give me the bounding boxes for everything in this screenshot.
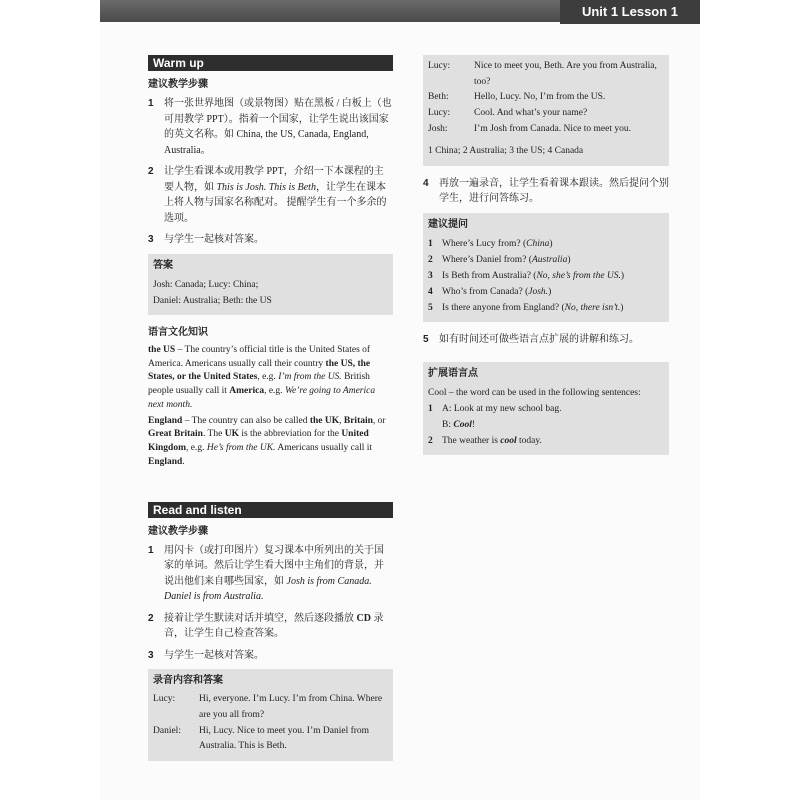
term: England: [148, 456, 183, 467]
read-listen-steps-heading: 建议教学步骤: [148, 525, 208, 537]
expand-item-1: [428, 401, 664, 433]
step-number: 5: [423, 334, 429, 346]
expand-item-2: [428, 433, 664, 449]
speaker: Daniel:: [153, 725, 181, 736]
question-number: 5: [428, 303, 433, 314]
transcript-box-right: [423, 55, 669, 166]
text: , e.g.: [264, 386, 285, 397]
item-number: 1: [428, 403, 433, 414]
a: No, she’s from the US.: [536, 270, 621, 281]
step-text-part: 接着让学生默读对话并填空，然后逐段播放: [164, 612, 357, 624]
read-listen-step-3: [148, 648, 393, 664]
line: I’m Josh from Canada. Nice to meet you.: [474, 123, 631, 134]
b-em: Cool: [453, 419, 472, 430]
a: Josh.: [528, 286, 549, 297]
culture-heading: 语言文化知识: [148, 326, 208, 338]
text: British people usually call it: [148, 372, 370, 397]
textbook-page: [100, 0, 700, 800]
example: He’s from the UK.: [206, 443, 276, 454]
q: Is Beth from Australia? (: [442, 270, 537, 281]
culture-notes: [148, 325, 393, 470]
item-number: 2: [428, 436, 433, 447]
term: the UK: [309, 415, 340, 426]
text: is the abbreviation for the: [238, 429, 342, 440]
line: Hi, Lucy. Nice to meet you. I’m Daniel from Australia. This is Beth.: [199, 725, 370, 752]
question-item: [428, 300, 664, 316]
question-text: [442, 284, 551, 300]
term: Britain: [343, 415, 373, 426]
transcript-line: [428, 90, 664, 106]
read-listen-section-header: Read and listen: [148, 502, 393, 518]
q: Who’s from Canada? (: [442, 286, 529, 297]
q: Is there anyone from England? (: [442, 303, 565, 314]
right-column: [423, 55, 669, 465]
warmup-step-2: [148, 164, 393, 226]
end: ): [549, 238, 553, 249]
speaker: Lucy:: [428, 61, 451, 71]
transcript-line: [153, 724, 388, 755]
culture-paragraph-us: [148, 344, 393, 413]
speaker: Lucy:: [153, 694, 176, 705]
transcript-box-left: [148, 669, 393, 761]
end: ): [620, 270, 625, 281]
step-example: This is Josh. This is Beth: [216, 181, 316, 193]
question-text: [442, 252, 571, 268]
line: Hello, Lucy. No, I’m from the US.: [474, 92, 606, 103]
expand-intro: Cool – the word can be used in the following sentences:: [428, 387, 641, 398]
expand-box: [423, 362, 669, 456]
step-number: 1: [148, 544, 154, 556]
transcript-line: [428, 122, 664, 138]
text: , e.g.: [257, 372, 279, 383]
unit-lesson-tab: Unit 1 Lesson 1: [560, 0, 700, 24]
speaker: Lucy:: [428, 108, 451, 119]
q: Where’s Daniel from? (: [442, 254, 532, 265]
item-text: [442, 401, 562, 433]
answer-line: Josh: Canada; Lucy: China;: [153, 279, 259, 290]
question-number: 1: [428, 238, 433, 249]
step-text-part: 用闪卡（或打印图片）复习课本中所列出的关于国家的单词。然后让学生看大图中主角们的背景，并说出他们来自哪些国家，如: [164, 544, 384, 587]
term: England: [148, 415, 183, 426]
term: Great Britain: [148, 429, 203, 440]
example: We’re going to America next month.: [148, 386, 376, 410]
question-text: [442, 268, 624, 284]
culture-paragraph-england: [148, 415, 393, 470]
transcript-line: [428, 106, 664, 122]
expand-heading: 扩展语言点: [428, 367, 478, 379]
a: Australia: [531, 254, 568, 265]
step-text: 再放一遍录音，让学生看着课本跟读。然后提问个别学生，进行问答练习。: [439, 177, 669, 204]
read-listen-step-4: [423, 176, 669, 207]
step-number: 4: [423, 177, 429, 189]
step-text: 将一张世界地图（或景物图）贴在黑板 / 白板上（也可用教学 PPT）。指着一个国家，让学生说出该国家的英文名称。如 China, the US, Canada, England, Australia。: [164, 98, 392, 156]
step-number: 3: [148, 234, 154, 245]
end: ): [548, 286, 552, 297]
step-number: 2: [148, 166, 154, 177]
a: China: [526, 238, 550, 249]
transcript-heading: 录音内容和答案: [153, 675, 223, 687]
dialogue-b: [442, 417, 562, 433]
term: UK: [224, 429, 239, 440]
answers-line: 1 China; 2 Australia; 3 the US; 4 Canada: [428, 146, 584, 157]
text: – The country’s official title is the United States of America. Americans usually call their country: [148, 344, 371, 369]
question-number: 3: [428, 270, 433, 281]
step-text-part: 录音，让学生自己检查答案。: [164, 612, 384, 640]
questions-heading: 建议提问: [428, 218, 468, 230]
warmup-step-1: [148, 96, 393, 158]
warmup-step-3: [148, 232, 393, 248]
speaker: Josh:: [428, 123, 448, 134]
cd-term: CD: [356, 612, 371, 624]
term: United Kingdom: [148, 429, 369, 454]
question-text: [442, 300, 623, 316]
term: the US, the States, or the United States: [148, 358, 371, 383]
term: America: [229, 386, 265, 397]
text: , e.g.: [186, 443, 207, 454]
text: – The country can also be called: [182, 415, 310, 426]
line: Cool. And what’s your name?: [474, 108, 588, 119]
question-item: [428, 252, 664, 268]
step-text: 与学生一起核对答案。: [164, 234, 264, 245]
answer-heading: 答案: [153, 259, 173, 271]
read-listen-step-1: [148, 543, 393, 605]
b-prefix: B:: [442, 419, 454, 430]
warmup-steps-heading: 建议教学步骤: [148, 79, 208, 90]
text: . The: [202, 429, 225, 440]
b-post: !: [471, 419, 476, 430]
read-listen-step-2: [148, 611, 393, 642]
text: , or: [372, 415, 386, 426]
q: Where’s Lucy from? (: [442, 238, 527, 249]
step-text-part: 让学生看课本或用教学 PPT，介绍一下本课程的主要人物，如: [164, 166, 384, 193]
left-column: [148, 55, 393, 761]
end: ): [620, 303, 624, 314]
text: .: [182, 456, 185, 467]
step-text-part: ，让学生在课本上将人物与国家名称配对。 提醒学生有一个多余的选项。: [164, 181, 387, 224]
question-item: [428, 236, 664, 252]
question-text: [442, 236, 553, 252]
step-text: 与学生一起核对答案。: [164, 649, 264, 661]
term: the US: [148, 344, 176, 355]
dialogue-a: A: Look at my new school bag.: [442, 403, 562, 414]
question-number: 4: [428, 286, 433, 297]
item-text: [442, 433, 542, 449]
transcript-line: [153, 692, 388, 723]
question-item: [428, 268, 664, 284]
step-text: [164, 543, 393, 605]
questions-box: [423, 213, 669, 323]
answer-line: Daniel: Australia; Beth: the US: [153, 295, 272, 306]
transcript-line: [428, 59, 664, 90]
step-text: 如有时间还可做些语言点扩展的讲解和练习。: [439, 334, 639, 346]
question-item: [428, 284, 664, 300]
line: Hi, everyone. I’m Lucy. I’m from China. Where are you all from?: [199, 694, 383, 720]
step-number: 2: [148, 612, 154, 624]
step-example: Josh is from Canada. Daniel is from Australia.: [164, 575, 372, 603]
step-text: [164, 611, 393, 642]
step-text: [164, 164, 393, 226]
example: I’m from the US.: [278, 372, 342, 383]
line: Nice to meet you, Beth. Are you from Australia, too?: [474, 61, 657, 87]
post: today.: [516, 436, 542, 447]
step-5: [423, 332, 669, 348]
warmup-section-header: Warm up: [148, 55, 393, 71]
step-number: 1: [148, 98, 154, 109]
pre: The weather is: [442, 436, 501, 447]
speaker: Beth:: [428, 92, 449, 103]
text: Americans usually call it: [275, 443, 373, 454]
step-number: 3: [148, 649, 154, 661]
a: No, there isn’t.: [564, 303, 621, 314]
question-number: 2: [428, 254, 433, 265]
em: cool: [500, 436, 517, 447]
end: ): [567, 254, 571, 265]
answer-box: [148, 254, 393, 315]
text: ,: [339, 415, 344, 426]
